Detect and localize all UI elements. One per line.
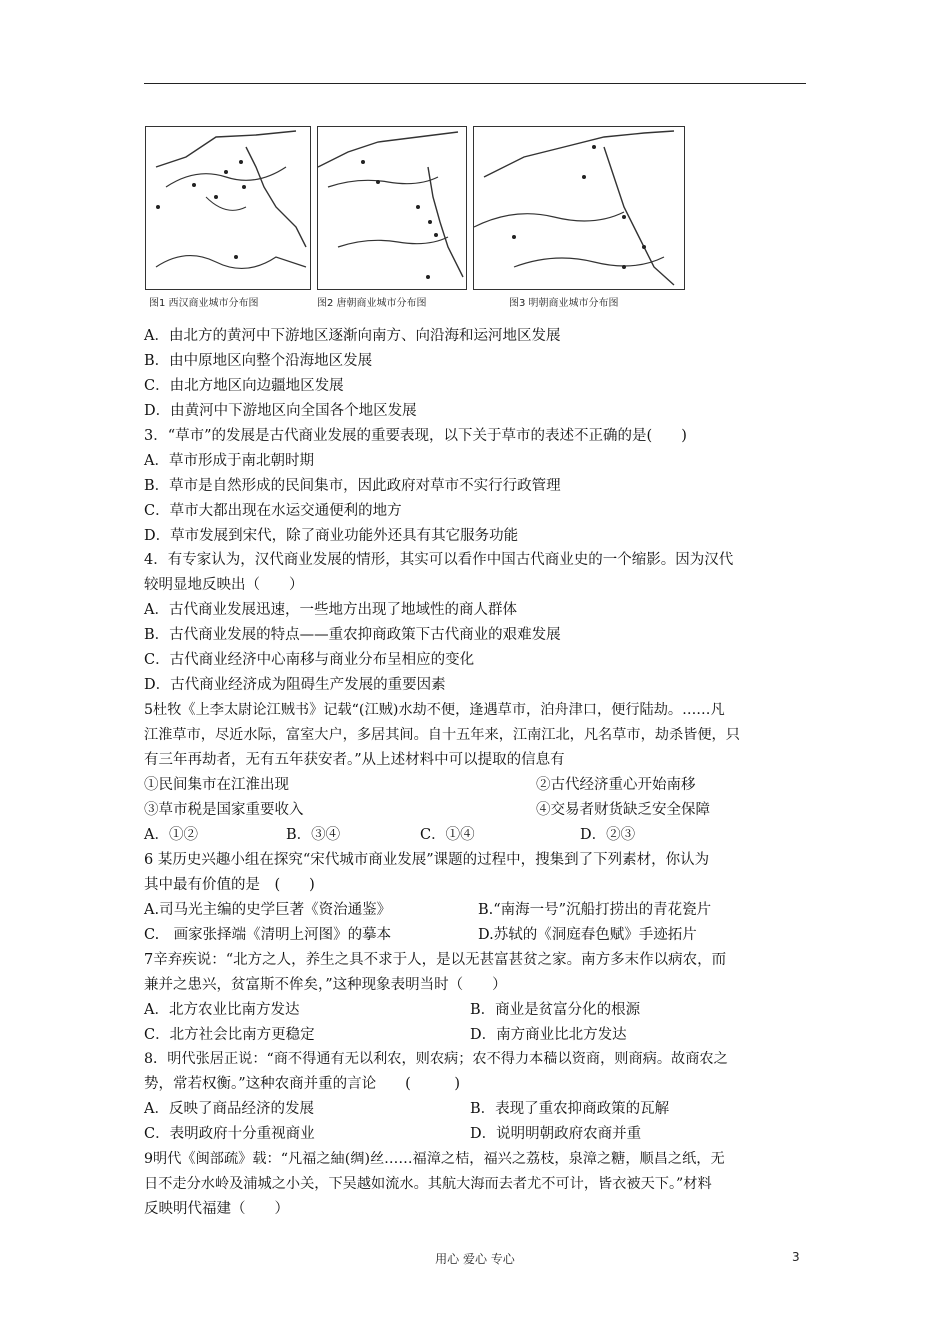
q7-option-c: C．北方社会比南方更稳定 — [144, 1027, 315, 1043]
map-ming — [473, 126, 685, 290]
q5-option-a: A．①② — [144, 827, 198, 843]
q8-option-a: A．反映了商品经济的发展 — [144, 1101, 314, 1117]
q7-option-a: A．北方农业比南方发达 — [144, 1002, 300, 1018]
q4-option-d: D．古代商业经济成为阻碍生产发展的重要因素 — [144, 677, 446, 693]
q5-item-4: ④交易者财货缺乏安全保障 — [536, 802, 710, 818]
q5-stem-line-3: 有三年再劫者，无有五年获安者。”从上述材料中可以提取的信息有 — [144, 752, 565, 768]
map-western-han-drawing — [146, 127, 310, 289]
page-number: 3 — [792, 1250, 800, 1264]
q3-stem: 3．“草市”的发展是古代商业发展的重要表现，以下关于草市的表述不正确的是( ) — [144, 428, 687, 444]
map-caption-1: 图1 西汉商业城市分布图 — [149, 298, 259, 309]
header-rule — [144, 83, 806, 84]
q5-item-3: ③草市税是国家重要收入 — [144, 802, 304, 818]
q5-stem-line-2: 江淮草市，尽近水际，富室大户，多居其间。自十五年来，江南江北，凡名草市，劫杀皆便，只 — [144, 727, 740, 743]
q5-option-c: C．①④ — [420, 827, 475, 843]
q4-stem-line-1: 4．有专家认为，汉代商业发展的情形，其实可以看作中国古代商业史的一个缩影。因为汉代 — [144, 552, 734, 568]
map-western-han — [145, 126, 311, 290]
q5-item-1: ①民间集市在江淮出现 — [144, 777, 289, 793]
q8-option-d: D．说明明朝政府农商并重 — [470, 1126, 642, 1142]
q8-stem-line-2: 势，常若权衡。”这种农商并重的言论 ( ) — [144, 1076, 460, 1092]
q3-option-b: B．草市是自然形成的民间集市，因此政府对草市不实行行政管理 — [144, 478, 561, 494]
q4-option-a: A．古代商业发展迅速，一些地方出现了地域性的商人群体 — [144, 602, 517, 618]
q8-stem-line-1: 8．明代张居正说：“商不得通有无以利农，则农病；农不得力本穑以资商，则商病。故商农之 — [144, 1051, 728, 1067]
q7-stem-line-2: 兼并之患兴，贫富斯不侔矣，”这种现象表明当时（ ） — [144, 977, 507, 993]
map-caption-3: 图3 明朝商业城市分布图 — [509, 298, 619, 309]
q2-option-d: D．由黄河中下游地区向全国各个地区发展 — [144, 403, 417, 419]
q6-stem-line-1: 6 某历史兴趣小组在探究“宋代城市商业发展”课题的过程中，搜集到了下列素材，你认为 — [144, 852, 710, 868]
q3-option-c: C．草市大都出现在水运交通便利的地方 — [144, 503, 402, 519]
q6-option-a: A.司马光主编的史学巨著《资治通鉴》 — [144, 902, 392, 918]
q5-stem-line-1: 5杜牧《上李太尉论江贼书》记载“(江贼)水劫不便，逢遇草市，泊舟津口，便行陆劫。……凡 — [144, 702, 725, 718]
q3-option-d: D．草市发展到宋代，除了商业功能外还具有其它服务功能 — [144, 528, 519, 544]
q5-option-d: D．②③ — [580, 827, 636, 843]
q4-option-c: C．古代商业经济中心南移与商业分布呈相应的变化 — [144, 652, 475, 668]
q7-option-b: B．商业是贫富分化的根源 — [470, 1002, 641, 1018]
q6-option-c: C. 画家张择端《清明上河图》的摹本 — [144, 927, 392, 943]
q5-option-b: B．③④ — [286, 827, 341, 843]
q8-option-c: C．表明政府十分重视商业 — [144, 1126, 315, 1142]
q9-stem-line-1: 9明代《闽部疏》载：“凡福之紬(绸)丝……福漳之桔，福兴之荔枝，泉漳之糖，顺昌之纸，无 — [144, 1151, 725, 1167]
q9-stem-line-2: 日不走分水岭及浦城之小关，下吴越如流水。其航大海而去者尤不可计，皆衣被天下。”材料 — [144, 1176, 712, 1192]
map-ming-drawing — [474, 127, 684, 289]
q8-option-b: B．表现了重农抑商政策的瓦解 — [470, 1101, 670, 1117]
footer-text: 用心 爱心 专心 — [435, 1252, 515, 1266]
map-tang — [317, 126, 467, 290]
q4-option-b: B．古代商业发展的特点——重农抑商政策下古代商业的艰难发展 — [144, 627, 561, 643]
q7-stem-line-1: 7辛弃疾说：“北方之人，养生之具不求于人，是以无甚富甚贫之家。南方多末作以病农，而 — [144, 952, 727, 968]
q3-option-a: A．草市形成于南北朝时期 — [144, 453, 314, 469]
q6-stem-line-2: 其中最有价值的是 ( ) — [144, 877, 315, 893]
map-caption-2: 图2 唐朝商业城市分布图 — [317, 298, 427, 309]
maps-figure — [145, 126, 685, 310]
q2-option-b: B．由中原地区向整个沿海地区发展 — [144, 353, 373, 369]
q2-option-a: A．由北方的黄河中下游地区逐渐向南方、向沿海和运河地区发展 — [144, 328, 561, 344]
q9-stem-line-3: 反映明代福建（ ） — [144, 1201, 289, 1217]
q7-option-d: D．南方商业比北方发达 — [470, 1027, 627, 1043]
q2-option-c: C．由北方地区向边疆地区发展 — [144, 378, 344, 394]
q6-option-b: B.“南海一号”沉船打捞出的青花瓷片 — [478, 902, 712, 918]
map-tang-drawing — [318, 127, 466, 289]
q6-option-d: D.苏轼的《洞庭春色赋》手迹拓片 — [478, 927, 697, 943]
q5-item-2: ②古代经济重心开始南移 — [536, 777, 696, 793]
q4-stem-line-2: 较明显地反映出（ ） — [144, 577, 304, 593]
